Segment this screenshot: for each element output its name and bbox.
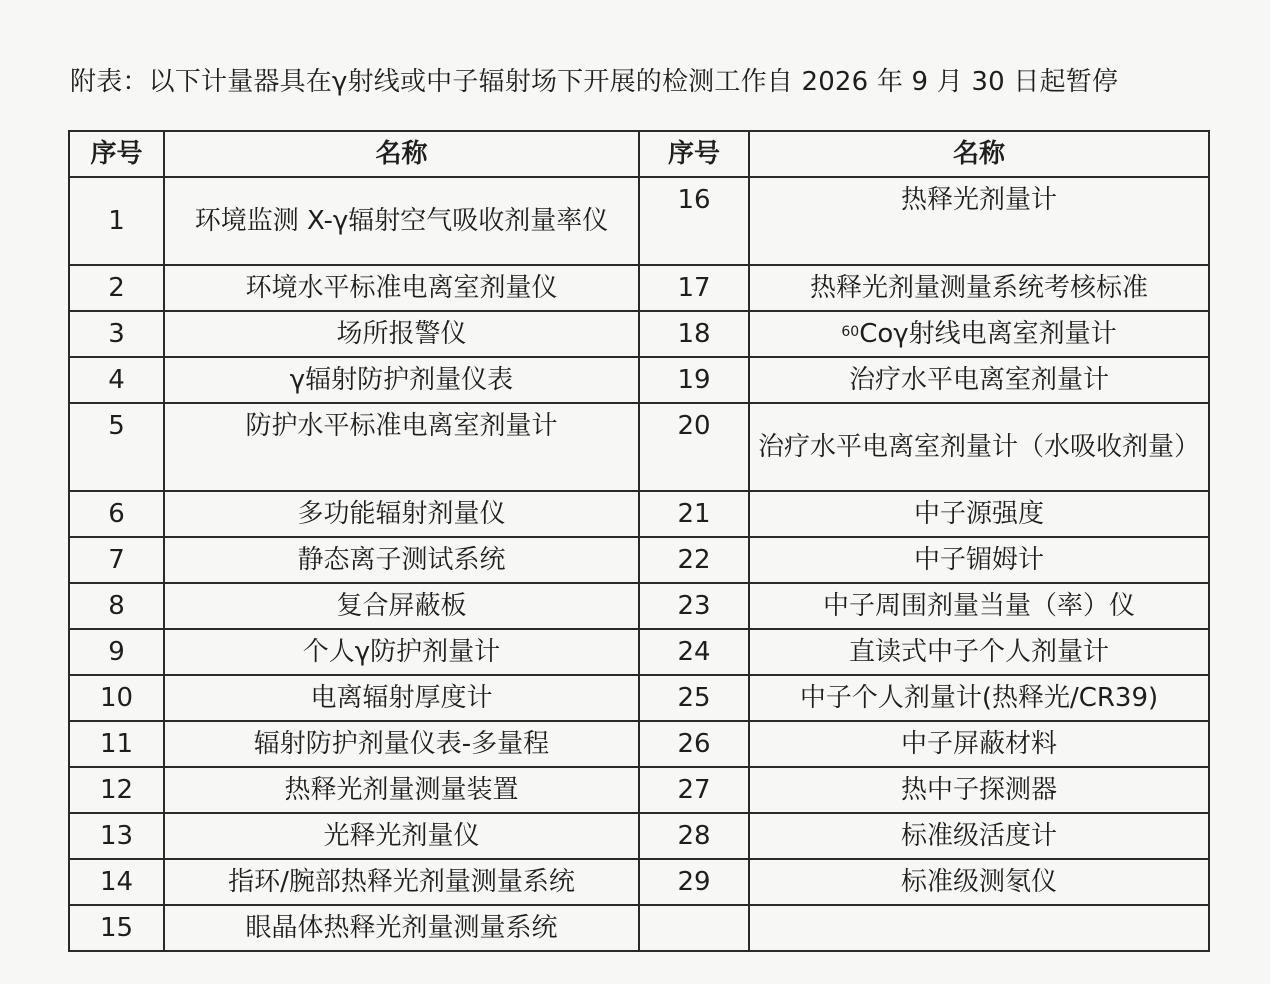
row-index-right (639, 905, 749, 951)
row-index-left: 13 (69, 813, 164, 859)
row-index-left: 3 (69, 311, 164, 357)
row-index-right: 22 (639, 537, 749, 583)
table-caption: 附表：以下计量器具在γ射线或中子辐射场下开展的检测工作自 2026 年 9 月 30 日起暂停 (70, 67, 1119, 97)
row-name-left: 复合屏蔽板 (164, 583, 639, 629)
row-index-left: 6 (69, 491, 164, 537)
table-row (69, 357, 1209, 403)
table-row (69, 675, 1209, 721)
row-name-left: 个人γ防护剂量计 (164, 629, 639, 675)
row-index-right: 28 (639, 813, 749, 859)
row-index-right: 18 (639, 311, 749, 357)
row-name-right-text: Coγ射线电离室剂量计 (859, 319, 1117, 349)
row-index-left: 8 (69, 583, 164, 629)
row-index-right: 21 (639, 491, 749, 537)
row-name-right (749, 311, 1209, 357)
header-name-left: 名称 (164, 131, 639, 177)
row-index-right: 24 (639, 629, 749, 675)
row-name-left: γ辐射防护剂量仪表 (164, 357, 639, 403)
row-name-left: 环境监测 X-γ辐射空气吸收剂量率仪 (164, 177, 639, 265)
row-index-right: 16 (639, 177, 749, 265)
row-name-left: 光释光剂量仪 (164, 813, 639, 859)
header-name-right: 名称 (749, 131, 1209, 177)
row-index-left: 2 (69, 265, 164, 311)
table-row (69, 311, 1209, 357)
table-row (69, 491, 1209, 537)
header-index-right: 序号 (639, 131, 749, 177)
row-name-left: 眼晶体热释光剂量测量系统 (164, 905, 639, 951)
table-row (69, 403, 1209, 491)
row-name-right: 中子镅姆计 (749, 537, 1209, 583)
row-name-right: 治疗水平电离室剂量计（水吸收剂量） (749, 403, 1209, 491)
row-index-left: 11 (69, 721, 164, 767)
row-name-right: 热释光剂量计 (749, 177, 1209, 265)
row-name-right: 热中子探测器 (749, 767, 1209, 813)
table-row (69, 767, 1209, 813)
row-name-right: 中子源强度 (749, 491, 1209, 537)
row-index-left: 5 (69, 403, 164, 491)
row-index-left: 4 (69, 357, 164, 403)
row-name-right: 直读式中子个人剂量计 (749, 629, 1209, 675)
row-name-right: 标准级测氡仪 (749, 859, 1209, 905)
table-row (69, 813, 1209, 859)
row-index-right: 19 (639, 357, 749, 403)
row-name-right (749, 905, 1209, 951)
row-index-right: 23 (639, 583, 749, 629)
row-index-right: 17 (639, 265, 749, 311)
row-name-left: 指环/腕部热释光剂量测量系统 (164, 859, 639, 905)
row-name-left: 热释光剂量测量装置 (164, 767, 639, 813)
row-index-right: 29 (639, 859, 749, 905)
table-row (69, 905, 1209, 951)
table-row (69, 629, 1209, 675)
row-name-right: 治疗水平电离室剂量计 (749, 357, 1209, 403)
header-index-left: 序号 (69, 131, 164, 177)
row-index-right: 25 (639, 675, 749, 721)
row-index-left: 15 (69, 905, 164, 951)
row-name-left: 电离辐射厚度计 (164, 675, 639, 721)
row-name-left: 辐射防护剂量仪表-多量程 (164, 721, 639, 767)
row-name-left: 多功能辐射剂量仪 (164, 491, 639, 537)
row-name-right: 标准级活度计 (749, 813, 1209, 859)
row-index-left: 12 (69, 767, 164, 813)
table-row (69, 721, 1209, 767)
row-name-left: 防护水平标准电离室剂量计 (164, 403, 639, 491)
row-name-left: 静态离子测试系统 (164, 537, 639, 583)
table-header-row (69, 131, 1209, 177)
row-name-right: 中子个人剂量计(热释光/CR39) (749, 675, 1209, 721)
instrument-table (68, 130, 1210, 952)
row-index-left: 7 (69, 537, 164, 583)
row-name-right: 中子周围剂量当量（率）仪 (749, 583, 1209, 629)
row-index-right: 26 (639, 721, 749, 767)
row-name-left: 环境水平标准电离室剂量仪 (164, 265, 639, 311)
row-index-right: 20 (639, 403, 749, 491)
isotope-mass-number: 60 (841, 324, 860, 340)
table-row (69, 177, 1209, 265)
table-row (69, 859, 1209, 905)
row-name-left: 场所报警仪 (164, 311, 639, 357)
row-name-right: 中子屏蔽材料 (749, 721, 1209, 767)
row-index-right: 27 (639, 767, 749, 813)
table-row (69, 537, 1209, 583)
row-index-left: 14 (69, 859, 164, 905)
table-row (69, 583, 1209, 629)
row-name-right: 热释光剂量测量系统考核标准 (749, 265, 1209, 311)
row-index-left: 9 (69, 629, 164, 675)
row-index-left: 10 (69, 675, 164, 721)
row-index-left: 1 (69, 177, 164, 265)
table-row (69, 265, 1209, 311)
